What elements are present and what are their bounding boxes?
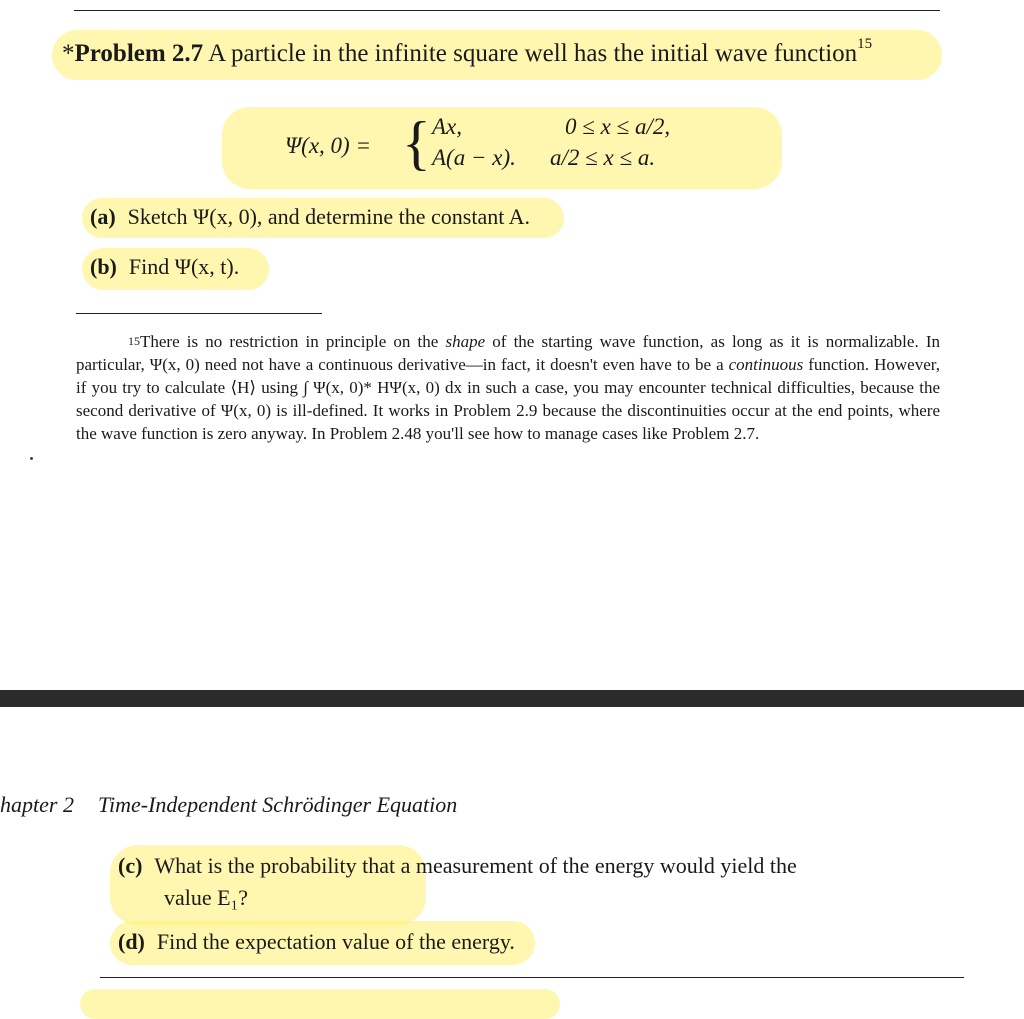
- footnote-text-1: There is no restriction in principle on the: [140, 332, 446, 351]
- left-brace-icon: {: [402, 110, 431, 176]
- part-c-text-line1: What is the probability that a measurement of the energy would yield the: [154, 853, 797, 878]
- case2-expression: A(a − x).: [432, 145, 516, 170]
- chapter-label: hapter 2: [0, 792, 74, 817]
- case1-condition: 0 ≤ x ≤ a/2,: [565, 114, 671, 139]
- footnote-italic-continuous: continuous: [728, 355, 804, 374]
- chapter-title: Time-Independent Schrödinger Equation: [97, 792, 458, 817]
- part-d: [110, 921, 535, 965]
- bottom-highlight-fragment: [80, 989, 560, 1019]
- footnote-text-3: function. However, if you try to calculate ⟨H⟩ using ∫ Ψ(x, 0)* HΨ(x, 0) dx in such a case, you may encounter technical difficulties, because the second derivative of Ψ(x, 0) is ill-defined. It works in Problem 2.9 because the discontinuities occur at the end points, where the wave function is zero anyway. In Problem 2.48 you'll see how to manage cases like Problem 2.7.: [76, 355, 940, 443]
- footnote-ref: 15: [857, 36, 873, 52]
- case1-expression: Ax,: [432, 114, 463, 139]
- part-b: [82, 248, 269, 290]
- top-rule: [74, 10, 940, 11]
- footnote-rule: [76, 313, 322, 314]
- part-a: [82, 198, 564, 238]
- part-d-label: (d): [118, 929, 145, 954]
- part-c-label: (c): [118, 853, 143, 878]
- problem-statement: [52, 30, 942, 80]
- part-c: [118, 853, 797, 879]
- footnote: [76, 330, 940, 445]
- part-b-text: Find Ψ(x, t).: [128, 254, 240, 279]
- part-d-text: Find the expectation value of the energy.: [156, 929, 515, 954]
- part-a-label: (a): [90, 204, 116, 229]
- case2-condition: a/2 ≤ x ≤ a.: [550, 145, 656, 170]
- footnote-italic-shape: shape: [445, 332, 486, 351]
- problem-text: A particle in the infinite square well has the initial wave function: [208, 40, 858, 67]
- chapter-heading: [0, 792, 457, 818]
- equation-lhs: Ψ(x, 0) =: [285, 133, 371, 158]
- stray-dot: [30, 457, 33, 460]
- part-c-text-line2: value E₁?: [164, 885, 249, 910]
- part-a-text: Sketch Ψ(x, 0), and determine the constant A.: [127, 204, 531, 229]
- problem-label: Problem 2.7: [74, 40, 204, 67]
- page-divider-bar: [0, 690, 1024, 707]
- part-c-continued: [164, 885, 248, 911]
- textbook-page-bottom: [0, 707, 1024, 1002]
- wave-function-equation: [222, 107, 782, 189]
- part-b-label: (b): [90, 254, 117, 279]
- problem-star: *: [62, 40, 75, 67]
- bottom-rule: [100, 977, 964, 978]
- footnote-text-2: of the starting wave function, as long as it is normalizable. In particular, Ψ(x, 0) need not have a continuous derivative—in fact, it doesn't even have to be a: [76, 332, 941, 374]
- footnote-number: 15: [128, 334, 140, 348]
